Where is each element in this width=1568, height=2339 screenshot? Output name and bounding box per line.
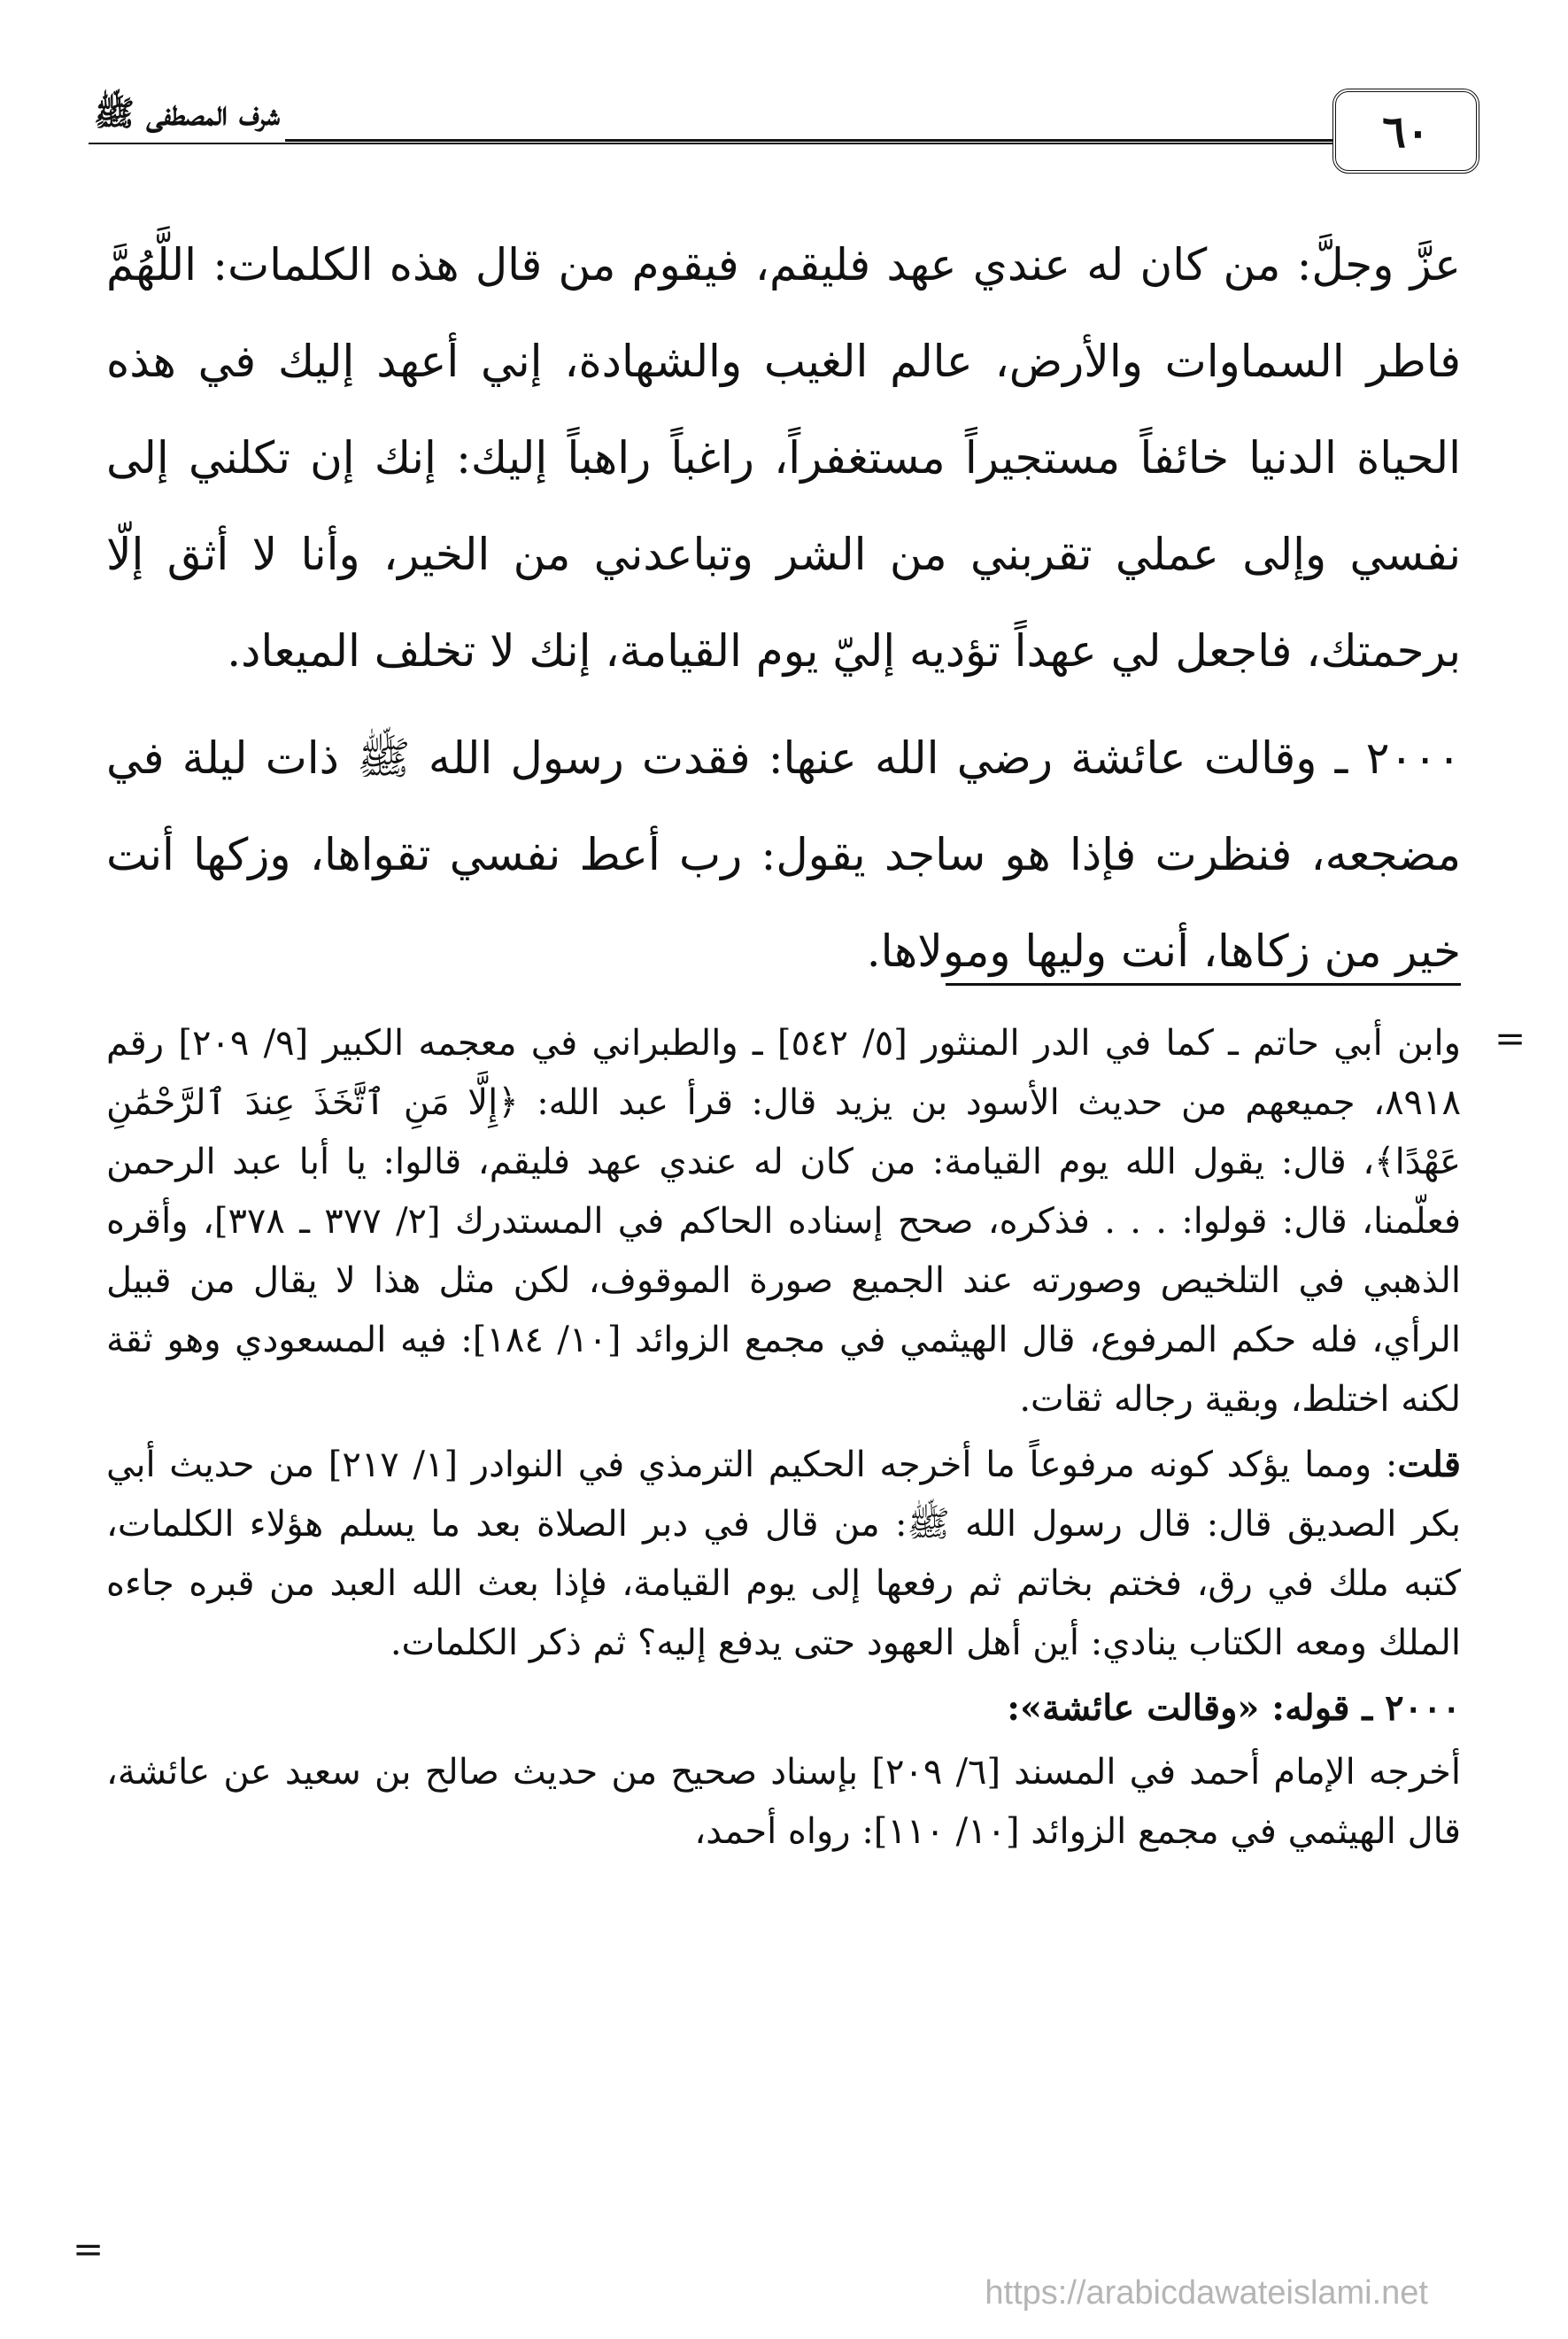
main-text — [106, 217, 1461, 1000]
footnote-3-label: ٢٠٠٠ ـ قوله: «وقالت عائشة»: — [1007, 1687, 1461, 1729]
footnote-3: أخرجه الإمام أحمد في المسند [٦/ ٢٠٩] بإسناد صحيح من حديث صالح بن سعيد عن عائشة، قال الهيثمي في مجمع الزوائد [١٠/ ١١٠]: رواه أحمد، — [106, 1752, 1461, 1852]
watermark-url: https://arabicdawateislami.net — [985, 2274, 1428, 2312]
page-number: ٦٠ — [1332, 89, 1479, 174]
footnote-2-label: قلت — [1397, 1444, 1461, 1485]
page-header — [89, 84, 1479, 182]
footnote-separator — [946, 983, 1461, 986]
continuation-mark-bottom: = — [73, 2227, 104, 2271]
footnote-2 — [106, 1435, 1461, 1673]
footnote-2-text: : ومما يؤكد كونه مرفوعاً ما أخرجه الحكيم الترمذي في النوادر [١/ ٢١٧] من حديث أبي بكر الصديق قال: قال رسول الله ﷺ: من قال في دبر الصلاة بعد ما يسلم هؤلاء الكلمات، كتبه ملك في رق، فختم بخاتم ثم رفعها إلى يوم القيامة، فإذا بعث الله العبد من قبره جاءه الملك ومعه الكتاب ينادي: أين أهل العهود حتى يدفع إليه؟ ثم ذكر الكلمات. — [106, 1444, 1461, 1663]
footnotes — [106, 1014, 1461, 1862]
paragraph-1: عزَّ وجلَّ: من كان له عندي عهد فليقم، فيقوم من قال هذه الكلمات: اللَّهُمَّ فاطر السماوات والأرض، عالم الغيب والشهادة، إني أعهد إليك في هذه الحياة الدنيا خائفاً مستجيراً مستغفراً، راغباً راهباً إليك: إنك إن تكلني إلى نفسي وإلى عملي تقربني من الشر وتباعدني من الخير، وأنا لا أثق إلّا برحمتك، فاجعل لي عهداً تؤديه إليّ يوم القيامة، إنك لا تخلف الميعاد. — [106, 239, 1461, 677]
header-rule — [89, 139, 1479, 144]
paragraph-hadith-2000: ٢٠٠٠ ـ وقالت عائشة رضي الله عنها: فقدت رسول الله ﷺ ذات ليلة في مضجعه، فنظرت فإذا هو ساجد يقول: رب أعط نفسي تقواها، وزكها أنت خير من زكاها، أنت وليها ومولاها. — [106, 732, 1461, 977]
running-title: شرف المصطفى ﷺ — [89, 93, 285, 142]
footnote-1: وابن أبي حاتم ـ كما في الدر المنثور [٥/ ٥٤٢] ـ والطبراني في معجمه الكبير [٩/ ٢٠٩] رقم ٨٩١٨، جميعهم من حديث الأسود بن يزيد قال: قرأ عبد الله: ﴿إِلَّا مَنِ ٱتَّخَذَ عِندَ ٱلرَّحْمَٰنِ عَهْدًا﴾، قال: يقول الله يوم القيامة: من كان له عندي عهد فليقم، قالوا: يا أبا عبد الرحمن فعلّمنا، قال: قولوا: . . . فذكره، صحح إسناده الحاكم في المستدرك [٢/ ٣٧٧ ـ ٣٧٨]، وأقره الذهبي في التلخيص وصورته عند الجميع صورة الموقوف، لكن مثل هذا لا يقال من قبيل الرأي، فله حكم المرفوع، قال الهيثمي في مجمع الزوائد [١٠/ ١٨٤]: فيه المسعودي وهو ثقة لكنه اختلط، وبقية رجاله ثقات. — [106, 1023, 1462, 1420]
continuation-mark-top: = — [1495, 1017, 1526, 1060]
